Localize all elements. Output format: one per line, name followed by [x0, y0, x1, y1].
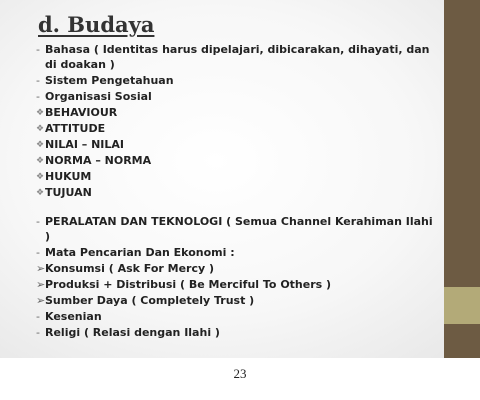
diamond-bullet-icon: ❖ [36, 187, 45, 198]
diamond-bullet-icon: ❖ [36, 155, 45, 166]
dash-bullet-icon: - [36, 309, 40, 323]
list-item-text: Kesenian [45, 309, 102, 323]
slide-title: d. Budaya [38, 12, 155, 37]
list-item [36, 262, 434, 277]
list-item [36, 122, 434, 137]
arrow-bullet-icon: ➢ [36, 293, 46, 307]
list-item-text: TUJUAN [45, 185, 92, 199]
list-item-text: BEHAVIOUR [45, 105, 118, 119]
list-item [36, 106, 434, 121]
list-item-text: Produksi + Distribusi ( Be Merciful To Others ) [45, 277, 332, 291]
dash-bullet-icon: - [36, 73, 40, 87]
list-item [36, 294, 434, 309]
list-item-text: NILAI – NILAI [45, 137, 124, 151]
list-item-text: Mata Pencarian Dan Ekonomi : [45, 245, 235, 259]
list-item-text: HUKUM [45, 169, 92, 183]
diamond-bullet-icon: ❖ [36, 139, 45, 150]
list-item [36, 154, 434, 169]
bullet-list [36, 43, 434, 342]
list-item-text: ATTITUDE [45, 121, 106, 135]
list-item [36, 74, 434, 89]
list-item-text: Bahasa ( Identitas harus dipelajari, dibicarakan, dihayati, dan di doakan ) [45, 43, 430, 71]
list-item [36, 310, 434, 325]
dash-bullet-icon: - [36, 215, 40, 228]
list-item [36, 246, 434, 261]
list-item [36, 278, 434, 293]
arrow-bullet-icon: ➢ [36, 277, 46, 291]
list-item [36, 43, 434, 72]
diamond-bullet-icon: ❖ [36, 107, 45, 118]
list-item [36, 90, 434, 105]
dash-bullet-icon: - [36, 89, 40, 103]
arrow-bullet-icon: ➢ [36, 261, 46, 275]
list-item-text: Sumber Daya ( Completely Trust ) [45, 293, 255, 307]
list-item-text: PERALATAN DAN TEKNOLOGI ( Semua Channel Kerahiman Ilahi ) [45, 215, 433, 243]
list-item-text: Organisasi Sosial [45, 89, 152, 103]
list-item [36, 186, 434, 201]
list-item [36, 170, 434, 185]
diamond-bullet-icon: ❖ [36, 123, 45, 134]
list-item-text: Religi ( Relasi dengan Ilahi ) [45, 325, 220, 339]
diamond-bullet-icon: ❖ [36, 171, 45, 182]
dash-bullet-icon: - [36, 43, 40, 56]
list-item-text: NORMA – NORMA [45, 153, 152, 167]
decorative-side-bar [444, 0, 480, 358]
list-item [36, 138, 434, 153]
list-item-text: Konsumsi ( Ask For Mercy ) [45, 261, 215, 275]
dash-bullet-icon: - [36, 325, 40, 339]
list-item-text: Sistem Pengetahuan [45, 73, 174, 87]
dash-bullet-icon: - [36, 245, 40, 259]
page-number: 23 [233, 366, 247, 381]
list-item [36, 326, 434, 341]
list-item [36, 215, 434, 244]
side-bar-accent [444, 287, 480, 324]
